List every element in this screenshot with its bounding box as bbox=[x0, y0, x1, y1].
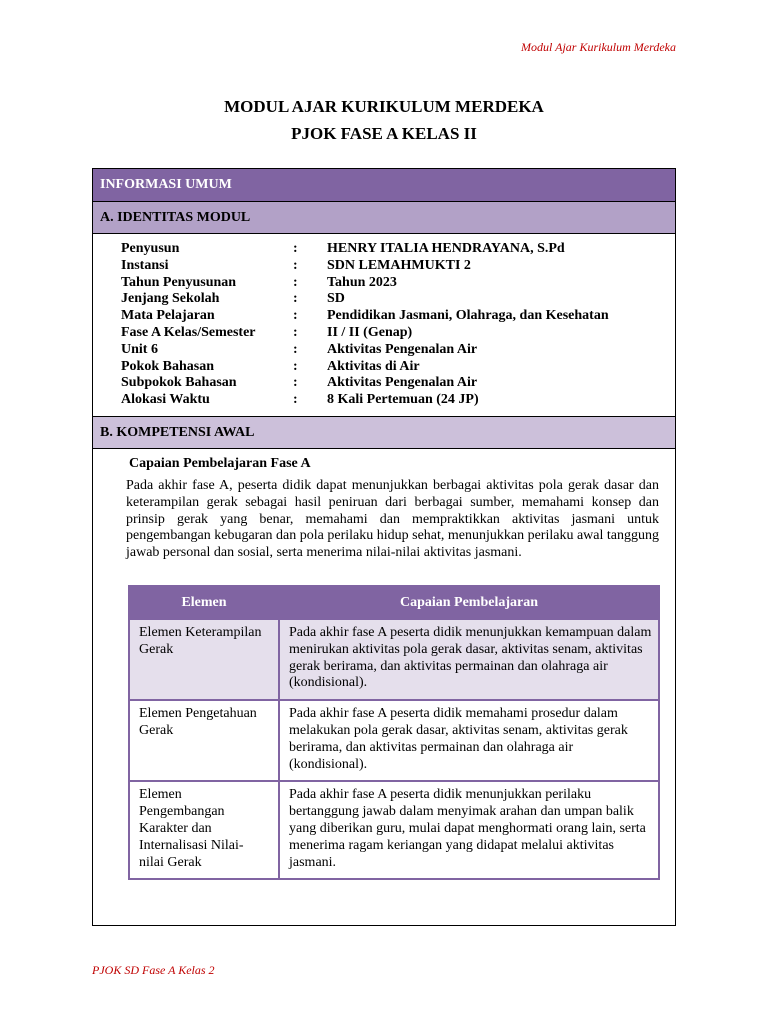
section-kompetensi-awal: B. KOMPETENSI AWAL bbox=[93, 416, 675, 449]
identity-value: 8 Kali Pertemuan (24 JP) bbox=[327, 392, 479, 408]
identity-row bbox=[121, 275, 609, 292]
title-line-2: PJOK FASE A KELAS II bbox=[291, 124, 477, 143]
header-elemen: Elemen bbox=[129, 586, 279, 619]
identity-row bbox=[121, 291, 609, 308]
elemen-cell: Elemen Pengetahuan Gerak bbox=[129, 700, 279, 781]
capaian-paragraph: Pada akhir fase A, peserta didik dapat menunjukkan berbagai aktivitas pola gerak dasar dan keterampilan gerak sebagai hasil peniruan dari berbagai sumber, memahami konsep dan prinsip gerak yang benar, memahami dan mempraktikkan aktivitas jasmani untuk pengembangan kebugaran dan pola perilaku hidup sehat, menunjukkan perilaku awal tanggung jawab personal dan sosial, serta menerima nilai-nilai aktivitas jasmani. bbox=[126, 478, 659, 561]
identity-label: Fase A Kelas/Semester bbox=[121, 324, 256, 340]
document-title bbox=[0, 93, 768, 147]
capaian-cell: Pada akhir fase A peserta didik memahami prosedur dalam melakukan pola gerak dasar, aktivitas senam, aktivitas gerak berirama, dan aktivitas permainan dan olahraga air (kondisional). bbox=[279, 700, 659, 781]
identity-label: Penyusun bbox=[121, 241, 180, 256]
identity-row bbox=[121, 325, 609, 342]
identity-colon: : bbox=[293, 274, 298, 290]
identity-value: SDN LEMAHMUKTI 2 bbox=[327, 257, 471, 273]
identity-value: Tahun 2023 bbox=[327, 274, 397, 290]
elemen-cell: Elemen Keterampilan Gerak bbox=[129, 619, 279, 700]
identity-colon: : bbox=[293, 257, 298, 273]
title-line-1: MODUL AJAR KURIKULUM MERDEKA bbox=[224, 97, 544, 116]
table-row bbox=[129, 781, 659, 879]
identity-row bbox=[121, 342, 609, 359]
identity-label: Subpokok Bahasan bbox=[121, 375, 237, 391]
identity-colon: : bbox=[293, 358, 298, 374]
identity-label: Mata Pelajaran bbox=[121, 308, 215, 324]
identity-value: Aktivitas Pengenalan Air bbox=[327, 375, 478, 391]
identity-row bbox=[121, 308, 609, 325]
identity-row bbox=[121, 392, 609, 409]
capaian-title: Capaian Pembelajaran Fase A bbox=[129, 456, 311, 471]
identity-value: Aktivitas di Air bbox=[327, 358, 420, 374]
identity-colon: : bbox=[293, 392, 298, 408]
table-row bbox=[129, 700, 659, 781]
identity-colon: : bbox=[293, 324, 298, 340]
identity-label: Tahun Penyusunan bbox=[121, 274, 237, 290]
identity-list bbox=[121, 241, 609, 409]
table-header-row bbox=[129, 586, 659, 619]
identity-label: Instansi bbox=[121, 257, 169, 273]
identity-row bbox=[121, 375, 609, 392]
section-identitas-modul: A. IDENTITAS MODUL bbox=[93, 202, 675, 234]
identity-value: Pendidikan Jasmani, Olahraga, dan Kesehatan bbox=[327, 308, 609, 324]
running-footer: PJOK SD Fase A Kelas 2 bbox=[92, 963, 215, 977]
section-informasi-umum: INFORMASI UMUM bbox=[93, 169, 675, 202]
module-frame bbox=[92, 168, 676, 926]
identity-value: SD bbox=[327, 291, 345, 307]
identity-row bbox=[121, 359, 609, 376]
identity-colon: : bbox=[293, 375, 298, 391]
identity-value: Aktivitas Pengenalan Air bbox=[327, 341, 478, 357]
capaian-table bbox=[128, 585, 660, 880]
identity-label: Pokok Bahasan bbox=[121, 358, 214, 374]
identity-colon: : bbox=[293, 308, 298, 324]
elemen-cell: Elemen Pengembangan Karakter dan Internalisasi Nilai-nilai Gerak bbox=[129, 781, 279, 879]
identity-value: II / II (Genap) bbox=[327, 324, 413, 340]
identity-value: HENRY ITALIA HENDRAYANA, S.Pd bbox=[327, 241, 565, 256]
running-header: Modul Ajar Kurikulum Merdeka bbox=[521, 40, 676, 54]
identity-colon: : bbox=[293, 341, 298, 357]
identity-colon: : bbox=[293, 291, 298, 307]
identity-label: Unit 6 bbox=[121, 341, 158, 357]
identity-label: Jenjang Sekolah bbox=[121, 291, 220, 307]
table-row bbox=[129, 619, 659, 700]
header-capaian: Capaian Pembelajaran bbox=[279, 586, 659, 619]
capaian-cell: Pada akhir fase A peserta didik menunjukkan kemampuan dalam menirukan aktivitas pola gerak dasar, aktivitas senam, aktivitas gerak berirama, dan aktivitas permainan dan olahraga air (kondisional). bbox=[279, 619, 659, 700]
identity-row bbox=[121, 258, 609, 275]
capaian-cell: Pada akhir fase A peserta didik menunjukkan perilaku bertanggung jawab dalam menyimak arahan dan umpan balik yang diberikan guru, mulai dapat menghormati orang lain, serta menerima ragam keriangan yang didapat melalui aktivitas jasmani. bbox=[279, 781, 659, 879]
identity-label: Alokasi Waktu bbox=[121, 392, 210, 408]
identity-colon: : bbox=[293, 241, 298, 256]
identity-row bbox=[121, 241, 609, 258]
